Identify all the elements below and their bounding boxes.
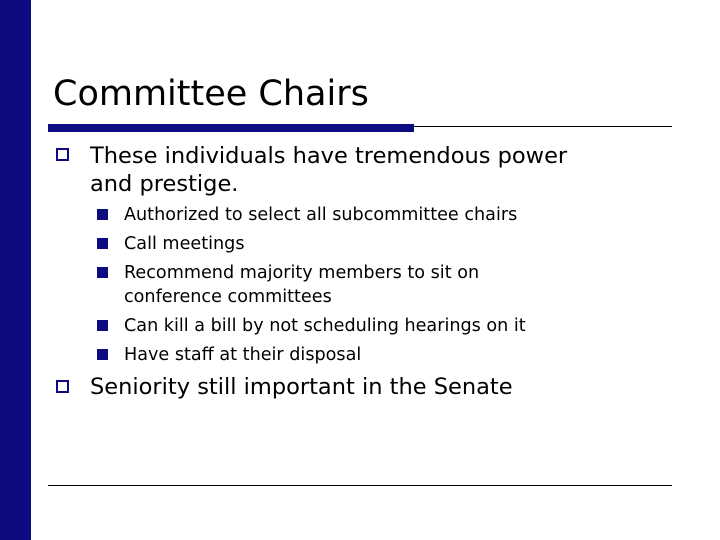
- title-underline-thin: [414, 126, 672, 127]
- hollow-square-icon: [56, 148, 69, 161]
- hollow-square-icon: [56, 380, 69, 393]
- sub-bullet-3-line-1: Recommend majority members to sit on: [124, 263, 480, 283]
- sub-bullet-3-line-2: conference committees: [124, 287, 332, 307]
- filled-square-icon: [97, 349, 108, 360]
- filled-square-icon: [97, 267, 108, 278]
- left-accent-bar: [0, 0, 31, 540]
- sub-bullet-2-line-1: Call meetings: [124, 234, 245, 254]
- bullet-1-line-2: and prestige.: [90, 171, 239, 197]
- bullet-1-line-1: These individuals have tremendous power: [90, 143, 568, 169]
- slide-title: Committee Chairs: [53, 74, 369, 114]
- filled-square-icon: [97, 238, 108, 249]
- sub-bullet-1-line-1: Authorized to select all subcommittee chairs: [124, 205, 518, 225]
- footer-divider: [48, 485, 672, 486]
- sub-bullet-5-line-1: Have staff at their disposal: [124, 345, 362, 365]
- filled-square-icon: [97, 320, 108, 331]
- bullet-2-line-1: Seniority still important in the Senate: [90, 374, 513, 400]
- filled-square-icon: [97, 209, 108, 220]
- sub-bullet-4-line-1: Can kill a bill by not scheduling hearings on it: [124, 316, 526, 336]
- title-underline-thick: [48, 124, 414, 132]
